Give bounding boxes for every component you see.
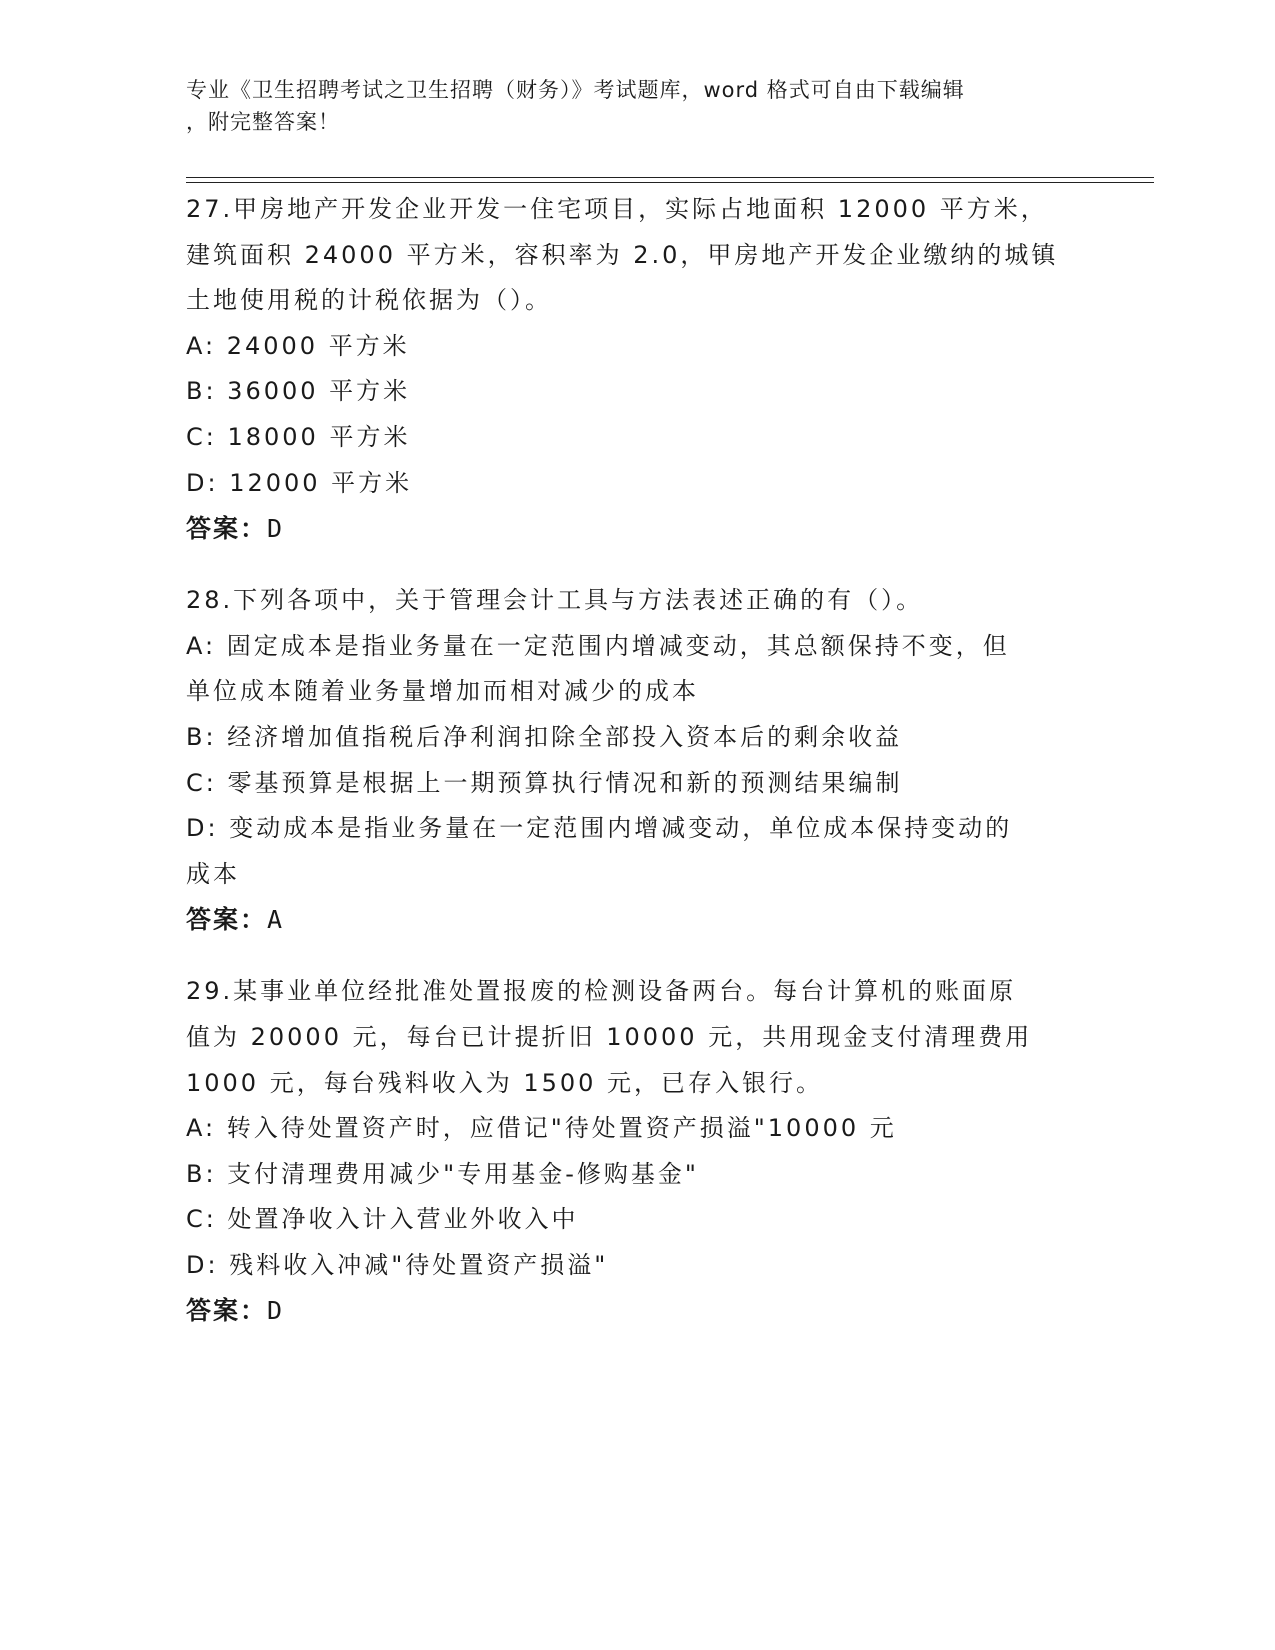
answer-line — [186, 506, 1086, 552]
option-a: A: 24000 平方米 — [186, 331, 410, 360]
answer-value: D — [267, 514, 285, 544]
question-list — [186, 187, 1086, 1360]
question-stem-line: 29.某事业单位经批准处置报废的检测设备两台。每台计算机的账面原 — [186, 977, 1017, 1006]
option-d-continued: 成本 — [186, 859, 240, 888]
option-b: B: 经济增加值指税后净利润扣除全部投入资本后的剩余收益 — [186, 722, 903, 751]
answer-line — [186, 1288, 1086, 1334]
answer-line — [186, 897, 1086, 943]
question-stem-line: 土地使用税的计税依据为（）。 — [186, 286, 552, 315]
question-28 — [186, 578, 1086, 943]
answer-label: 答案： — [186, 905, 268, 935]
option-d: D: 残料收入冲减"待处置资产损溢" — [186, 1250, 609, 1279]
answer-value: D — [267, 1296, 285, 1326]
option-b: B: 支付清理费用减少"专用基金-修购基金" — [186, 1159, 699, 1188]
option-c: C: 处置净收入计入营业外收入中 — [186, 1205, 579, 1234]
option-a: A: 固定成本是指业务量在一定范围内增减变动，其总额保持不变，但 — [186, 631, 1010, 660]
option-b: B: 36000 平方米 — [186, 377, 411, 406]
question-29 — [186, 969, 1086, 1334]
option-a: A: 转入待处置资产时，应借记"待处置资产损溢"10000 元 — [186, 1114, 897, 1143]
option-a-continued: 单位成本随着业务量增加而相对减少的成本 — [186, 677, 699, 706]
question-stem-line: 28.下列各项中，关于管理会计工具与方法表述正确的有（）。 — [186, 586, 924, 615]
question-stem-line: 值为 20000 元，每台已计提折旧 10000 元，共用现金支付清理费用 — [186, 1022, 1033, 1051]
answer-label: 答案： — [186, 1296, 268, 1326]
question-stem-line: 建筑面积 24000 平方米，容积率为 2.0，甲房地产开发企业缴纳的城镇 — [186, 240, 1059, 269]
header-divider-bottom — [186, 182, 1154, 183]
option-c: C: 零基预算是根据上一期预算执行情况和新的预测结果编制 — [186, 768, 903, 797]
option-c: C: 18000 平方米 — [186, 422, 411, 451]
question-stem-line: 1000 元，每台残料收入为 1500 元，已存入银行。 — [186, 1068, 824, 1097]
answer-value: A — [267, 905, 285, 935]
header-divider-top — [186, 177, 1154, 178]
question-stem-line: 27.甲房地产开发企业开发一住宅项目，实际占地面积 12000 平方米， — [186, 195, 1048, 223]
option-d: D: 12000 平方米 — [186, 468, 413, 497]
header-note: 专业《卫生招聘考试之卫生招聘（财务）》考试题库，word 格式可自由下载编辑 ，附完整答案！ — [186, 78, 965, 134]
question-27 — [186, 187, 1086, 552]
answer-label: 答案： — [186, 514, 268, 544]
option-d: D: 变动成本是指业务量在一定范围内增减变动，单位成本保持变动的 — [186, 814, 1013, 843]
